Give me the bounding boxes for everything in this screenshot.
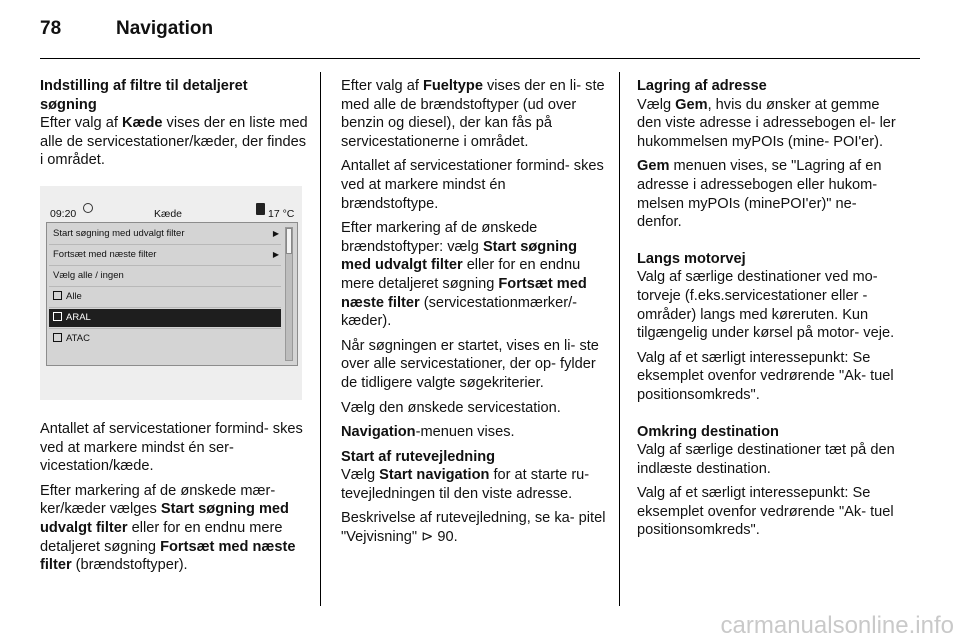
play-arrow-icon: ▶ — [272, 228, 279, 238]
spacer — [637, 411, 905, 423]
spacer — [637, 238, 905, 250]
paragraph: Når søgningen er startet, vises en li- ste over alle servicestationer, der op- fylder de tidligere valgte søgekriterier. — [341, 337, 599, 391]
section-heading-save-address: Lagring af adresse — [637, 78, 767, 94]
paragraph: Valg af særlige destinationer tæt på den indlæste destination. — [637, 442, 895, 477]
page-title: Navigation — [116, 18, 214, 39]
checkbox-icon — [53, 333, 62, 342]
page-header — [40, 18, 920, 50]
paragraph: Valg af særlige destinationer ved mo- torveje (f.eks.servicestationer eller - områder) langs med køreruten. Kun tilgængelig under kørsel på motor- veje. — [637, 269, 895, 342]
paragraph: Valg af et særligt interessepunkt: Se eksemplet ovenfor vedrørende "Ak- tuel positionsomkreds". — [637, 349, 894, 403]
paragraph: Efter markering af de ønskede brændstoftyper: vælg Start søgning med udvalgt filter eller for en endnu mere detaljeret søgning Fortsæt med næste filter (servicestationmærker/- kæder). — [341, 220, 587, 330]
paragraph: Antallet af servicestationer formind- skes ved at markere mindst én brændstoftype. — [341, 158, 604, 212]
column-1 — [40, 77, 308, 581]
menu-separator — [49, 286, 281, 287]
paragraph: Efter valg af Fueltype vises der en li- ste med alle de brændstoftyper (ud over benzin og diesel), der kan fås på servicestationerne i området. — [341, 78, 605, 150]
paragraph: Vælg den ønskede servicestation. — [341, 399, 561, 416]
column-divider-1 — [320, 72, 321, 606]
menu-item-next-filter[interactable]: Fortsæt med næste filter ▶ — [49, 246, 281, 264]
header-rule — [40, 58, 920, 59]
menu-item-select-all[interactable]: Vælg alle / ingen — [53, 269, 124, 281]
menu-item-atac[interactable]: ATAC — [49, 330, 281, 348]
screen-title: Kæde — [154, 207, 183, 220]
menu-separator — [49, 328, 281, 329]
paragraph: Efter valg af Kæde vises der en liste med alle de servicestationer/kæder, der findes i området. — [40, 115, 308, 169]
menu-item-alle[interactable]: Alle — [49, 288, 281, 306]
clock-icon — [83, 203, 93, 213]
section-heading-route-guidance: Start af rutevejledning — [341, 448, 496, 465]
column-divider-2 — [619, 72, 620, 606]
section-heading-destination: Omkring destination — [637, 423, 779, 440]
paragraph: Navigation-menuen vises. — [341, 424, 515, 441]
page-number: 78 — [40, 18, 62, 39]
menu-separator — [49, 244, 281, 245]
paragraph: Valg af et særligt interessepunkt: Se eksemplet ovenfor vedrørende "Ak- tuel positionsomkreds". — [637, 485, 894, 539]
paragraph: Gem menuen vises, se "Lagring af en adresse i adressebogen eller hukom- melsen myPOIs (minePOI'er)" ne- denfor. — [637, 158, 882, 231]
paragraph: Vælg Gem, hvis du ønsker at gemme den viste adresse i adressebogen el- ler hukommelsen myPOIs (mine- POI'er). — [637, 96, 896, 150]
paragraph: Beskrivelse af rutevejledning, se ka- pitel "Vejvisning" ⊳ 90. — [341, 510, 606, 546]
screen-status-bar — [46, 200, 296, 222]
screen-menu — [46, 222, 298, 366]
column-3 — [637, 77, 905, 546]
paragraph: Vælg Start navigation for at starte ru- tevejledningen til den viste adresse. — [341, 467, 590, 502]
checked-checkbox-icon — [53, 312, 62, 321]
infotainment-screenshot — [40, 186, 302, 400]
watermark: carmanualsonline.info — [720, 612, 954, 639]
play-arrow-icon: ▶ — [272, 249, 279, 259]
section-heading-filter: Indstilling af filtre til detaljeret søgning — [40, 78, 248, 113]
checkbox-icon — [53, 291, 62, 300]
menu-separator — [49, 265, 281, 266]
scrollbar-thumb[interactable] — [286, 228, 292, 254]
paragraph: Efter markering af de ønskede mær- ker/kæder vælges Start søgning med udvalgt filter eller for en endnu mere detaljeret søgning Fortsæt med næste filter (brændstoftyper). — [40, 482, 296, 574]
section-heading-motorway: Langs motorvej — [637, 250, 746, 267]
scrollbar[interactable] — [285, 227, 293, 361]
phone-icon — [256, 203, 265, 215]
screen-time: 09:20 — [50, 207, 77, 220]
screen-temperature: 17 °C — [268, 207, 295, 220]
menu-item-start-search[interactable]: Start søgning med udvalgt filter ▶ — [49, 225, 281, 243]
column-2 — [341, 77, 607, 553]
paragraph: Antallet af servicestationer formind- skes ved at markere mindst én ser- vicestation/kæde. — [40, 420, 303, 475]
menu-separator — [49, 307, 281, 308]
menu-item-aral[interactable]: ARAL — [49, 309, 281, 327]
